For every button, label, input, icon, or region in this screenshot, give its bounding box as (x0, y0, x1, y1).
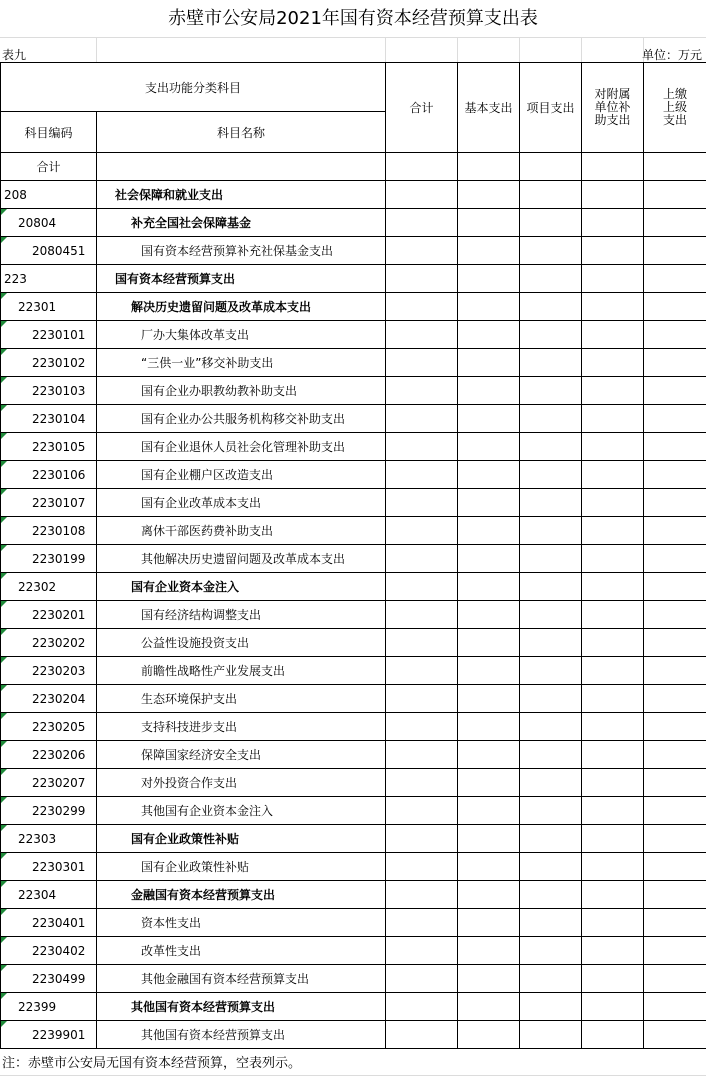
value-cell (644, 993, 706, 1021)
gridline (385, 38, 386, 62)
subject-name: 解决历史遗留问题及改革成本支出 (97, 293, 386, 321)
table-row (1, 517, 706, 545)
table-row (1, 293, 706, 321)
value-cell (386, 377, 458, 405)
subject-code: 22399 (1, 993, 97, 1021)
subject-code: 22304 (1, 881, 97, 909)
value-cell (458, 797, 520, 825)
subject-name: 其他国有资本经营预算支出 (97, 993, 386, 1021)
subject-code: 2230204 (1, 685, 97, 713)
value-cell (520, 349, 582, 377)
table-row (1, 657, 706, 685)
value-cell (644, 209, 706, 237)
value-cell (520, 853, 582, 881)
value-cell (458, 517, 520, 545)
value-cell (458, 713, 520, 741)
value-cell (458, 853, 520, 881)
value-cell (458, 545, 520, 573)
value-cell (520, 657, 582, 685)
value-cell (644, 685, 706, 713)
value-cell (644, 741, 706, 769)
table-number: 表九 (2, 48, 27, 62)
value-cell (644, 405, 706, 433)
value-cell (386, 853, 458, 881)
subject-code: 2230106 (1, 461, 97, 489)
subject-code: 2230402 (1, 937, 97, 965)
value-cell (520, 181, 582, 209)
value-cell (386, 153, 458, 181)
table-row (1, 181, 706, 209)
subject-code: 2230299 (1, 797, 97, 825)
value-cell (644, 1021, 706, 1049)
value-cell (458, 265, 520, 293)
subject-code: 2230101 (1, 321, 97, 349)
value-cell (386, 713, 458, 741)
budget-table (0, 62, 706, 1049)
value-cell (582, 797, 644, 825)
gridline (581, 38, 582, 62)
subject-name: 国有企业资本金注入 (97, 573, 386, 601)
table-row (1, 321, 706, 349)
footnote: 注：赤壁市公安局无国有资本经营预算，空表列示。 (2, 1056, 302, 1071)
value-cell (644, 321, 706, 349)
value-cell (644, 545, 706, 573)
value-cell (582, 209, 644, 237)
value-cell (386, 769, 458, 797)
table-row (1, 965, 706, 993)
subject-code: 2239901 (1, 1021, 97, 1049)
subject-name: 国有企业办公共服务机构移交补助支出 (97, 405, 386, 433)
subject-code: 2230102 (1, 349, 97, 377)
table-row (1, 797, 706, 825)
value-cell (386, 601, 458, 629)
value-cell (644, 881, 706, 909)
subject-code: 223 (1, 265, 97, 293)
header-project: 项目支出 (520, 63, 582, 153)
value-cell (582, 601, 644, 629)
subject-name: 国有经济结构调整支出 (97, 601, 386, 629)
subject-code: 208 (1, 181, 97, 209)
subject-code: 2230206 (1, 741, 97, 769)
subject-code: 22301 (1, 293, 97, 321)
value-cell (386, 545, 458, 573)
subject-code: 2230105 (1, 433, 97, 461)
value-cell (458, 321, 520, 349)
value-cell (582, 181, 644, 209)
subject-code: 2230205 (1, 713, 97, 741)
subject-name: 保障国家经济安全支出 (97, 741, 386, 769)
value-cell (386, 909, 458, 937)
value-cell (520, 965, 582, 993)
value-cell (386, 461, 458, 489)
subject-code: 20804 (1, 209, 97, 237)
total-name-cell (97, 153, 386, 181)
value-cell (520, 1021, 582, 1049)
subject-name: 国有企业退休人员社会化管理补助支出 (97, 433, 386, 461)
subject-code: 2230104 (1, 405, 97, 433)
value-cell (458, 349, 520, 377)
table-row (1, 685, 706, 713)
value-cell (582, 685, 644, 713)
value-cell (386, 209, 458, 237)
value-cell (458, 909, 520, 937)
table-row (1, 853, 706, 881)
value-cell (582, 265, 644, 293)
value-cell (644, 601, 706, 629)
value-cell (520, 321, 582, 349)
table-row (1, 237, 706, 265)
value-cell (520, 237, 582, 265)
value-cell (582, 237, 644, 265)
value-cell (458, 573, 520, 601)
value-cell (386, 629, 458, 657)
value-cell (458, 993, 520, 1021)
value-cell (582, 769, 644, 797)
value-cell (644, 937, 706, 965)
value-cell (520, 881, 582, 909)
value-cell (458, 769, 520, 797)
subject-code: 2230107 (1, 489, 97, 517)
subject-name: 社会保障和就业支出 (97, 181, 386, 209)
value-cell (644, 433, 706, 461)
subject-code: 2230199 (1, 545, 97, 573)
table-row (1, 265, 706, 293)
value-cell (582, 433, 644, 461)
table-row (1, 629, 706, 657)
subject-code: 2230108 (1, 517, 97, 545)
value-cell (386, 881, 458, 909)
value-cell (582, 881, 644, 909)
value-cell (520, 629, 582, 657)
gridline (96, 38, 97, 62)
subject-name: 国有企业政策性补贴 (97, 853, 386, 881)
value-cell (386, 573, 458, 601)
subject-name: “三供一业”移交补助支出 (97, 349, 386, 377)
value-cell (458, 293, 520, 321)
value-cell (644, 769, 706, 797)
subject-name: 公益性设施投资支出 (97, 629, 386, 657)
value-cell (520, 797, 582, 825)
subject-code: 2230401 (1, 909, 97, 937)
table-row (1, 713, 706, 741)
subject-name: 其他金融国有资本经营预算支出 (97, 965, 386, 993)
total-label: 合计 (1, 153, 97, 181)
subject-name: 国有企业办职教幼教补助支出 (97, 377, 386, 405)
value-cell (386, 993, 458, 1021)
subject-name: 生态环境保护支出 (97, 685, 386, 713)
value-cell (458, 461, 520, 489)
subject-name: 其他解决历史遗留问题及改革成本支出 (97, 545, 386, 573)
value-cell (386, 405, 458, 433)
value-cell (582, 909, 644, 937)
value-cell (520, 489, 582, 517)
subject-name: 补充全国社会保障基金 (97, 209, 386, 237)
value-cell (386, 657, 458, 685)
value-cell (520, 433, 582, 461)
value-cell (520, 993, 582, 1021)
subject-name: 前瞻性战略性产业发展支出 (97, 657, 386, 685)
subject-name: 离休干部医药费补助支出 (97, 517, 386, 545)
subject-code: 2230301 (1, 853, 97, 881)
table-row (1, 937, 706, 965)
table-row (1, 769, 706, 797)
value-cell (520, 545, 582, 573)
value-cell (644, 629, 706, 657)
total-row (1, 153, 706, 181)
value-cell (386, 1021, 458, 1049)
value-cell (644, 713, 706, 741)
subject-name: 对外投资合作支出 (97, 769, 386, 797)
table-row (1, 545, 706, 573)
table-row (1, 741, 706, 769)
subject-name: 厂办大集体改革支出 (97, 321, 386, 349)
value-cell (386, 825, 458, 853)
value-cell (458, 881, 520, 909)
value-cell (582, 965, 644, 993)
value-cell (644, 797, 706, 825)
value-cell (520, 685, 582, 713)
subject-name: 国有企业政策性补贴 (97, 825, 386, 853)
value-cell (520, 517, 582, 545)
subject-name: 其他国有企业资本金注入 (97, 797, 386, 825)
value-cell (520, 601, 582, 629)
value-cell (386, 349, 458, 377)
page-title: 赤壁市公安局2021年国有资本经营预算支出表 (168, 8, 538, 29)
subject-name: 国有资本经营预算支出 (97, 265, 386, 293)
value-cell (582, 517, 644, 545)
value-cell (458, 209, 520, 237)
table-row (1, 993, 706, 1021)
value-cell (458, 937, 520, 965)
header-subsidy (582, 63, 644, 153)
header-remit-text: 上缴上级支出 (663, 87, 688, 127)
value-cell (582, 713, 644, 741)
header-category: 支出功能分类科目 (1, 63, 386, 112)
subject-code: 2230202 (1, 629, 97, 657)
value-cell (582, 321, 644, 349)
value-cell (386, 237, 458, 265)
value-cell (386, 797, 458, 825)
value-cell (644, 377, 706, 405)
subject-code: 2230201 (1, 601, 97, 629)
value-cell (644, 153, 706, 181)
value-cell (520, 713, 582, 741)
value-cell (520, 209, 582, 237)
value-cell (582, 405, 644, 433)
subject-code: 2230103 (1, 377, 97, 405)
value-cell (582, 349, 644, 377)
table-row (1, 1021, 706, 1049)
value-cell (582, 377, 644, 405)
value-cell (582, 993, 644, 1021)
value-cell (644, 461, 706, 489)
gridline (519, 38, 520, 62)
value-cell (458, 377, 520, 405)
value-cell (386, 433, 458, 461)
header-remit (644, 63, 706, 153)
value-cell (644, 237, 706, 265)
value-cell (582, 853, 644, 881)
value-cell (386, 965, 458, 993)
value-cell (520, 909, 582, 937)
value-cell (520, 377, 582, 405)
value-cell (458, 741, 520, 769)
header-row (1, 63, 706, 112)
value-cell (458, 629, 520, 657)
value-cell (582, 937, 644, 965)
header-subsidy-text: 对附属单位补助支出 (594, 87, 631, 127)
value-cell (386, 489, 458, 517)
subject-name: 金融国有资本经营预算支出 (97, 881, 386, 909)
value-cell (582, 573, 644, 601)
subject-name: 支持科技进步支出 (97, 713, 386, 741)
subject-code: 2230499 (1, 965, 97, 993)
table-row (1, 209, 706, 237)
value-cell (644, 965, 706, 993)
value-cell (520, 825, 582, 853)
subject-name: 资本性支出 (97, 909, 386, 937)
value-cell (582, 461, 644, 489)
value-cell (520, 405, 582, 433)
value-cell (520, 461, 582, 489)
value-cell (582, 545, 644, 573)
value-cell (458, 685, 520, 713)
table-row (1, 433, 706, 461)
table-row (1, 909, 706, 937)
subject-code: 2080451 (1, 237, 97, 265)
subject-name: 改革性支出 (97, 937, 386, 965)
value-cell (458, 965, 520, 993)
value-cell (520, 937, 582, 965)
value-cell (582, 629, 644, 657)
table-row (1, 601, 706, 629)
value-cell (520, 741, 582, 769)
unit-label: 单位：万元 (641, 48, 702, 62)
value-cell (582, 153, 644, 181)
value-cell (520, 265, 582, 293)
subject-code: 2230203 (1, 657, 97, 685)
table-row (1, 881, 706, 909)
value-cell (644, 657, 706, 685)
table-row (1, 573, 706, 601)
value-cell (386, 741, 458, 769)
value-cell (458, 825, 520, 853)
value-cell (386, 293, 458, 321)
gridline (457, 38, 458, 62)
value-cell (386, 181, 458, 209)
header-code: 科目编码 (1, 112, 97, 153)
value-cell (520, 153, 582, 181)
value-cell (520, 573, 582, 601)
subject-name: 国有资本经营预算补充社保基金支出 (97, 237, 386, 265)
value-cell (458, 181, 520, 209)
value-cell (386, 321, 458, 349)
subject-name: 国有企业改革成本支出 (97, 489, 386, 517)
table-row (1, 349, 706, 377)
value-cell (458, 153, 520, 181)
value-cell (644, 909, 706, 937)
header-basic: 基本支出 (458, 63, 520, 153)
value-cell (458, 1021, 520, 1049)
subject-code: 2230207 (1, 769, 97, 797)
table-row (1, 377, 706, 405)
value-cell (644, 293, 706, 321)
header-name: 科目名称 (97, 112, 386, 153)
value-cell (582, 657, 644, 685)
value-cell (386, 265, 458, 293)
value-cell (458, 405, 520, 433)
value-cell (582, 825, 644, 853)
subject-name: 其他国有资本经营预算支出 (97, 1021, 386, 1049)
value-cell (644, 573, 706, 601)
value-cell (644, 517, 706, 545)
value-cell (386, 685, 458, 713)
value-cell (644, 825, 706, 853)
value-cell (644, 181, 706, 209)
value-cell (644, 489, 706, 517)
subject-code: 22303 (1, 825, 97, 853)
table-row (1, 405, 706, 433)
value-cell (644, 853, 706, 881)
table-row (1, 489, 706, 517)
value-cell (582, 489, 644, 517)
subject-name: 国有企业棚户区改造支出 (97, 461, 386, 489)
value-cell (644, 349, 706, 377)
value-cell (458, 657, 520, 685)
value-cell (458, 433, 520, 461)
value-cell (582, 293, 644, 321)
value-cell (458, 237, 520, 265)
value-cell (520, 293, 582, 321)
value-cell (582, 1021, 644, 1049)
value-cell (458, 601, 520, 629)
value-cell (520, 769, 582, 797)
table-row (1, 825, 706, 853)
value-cell (386, 937, 458, 965)
header-total: 合计 (386, 63, 458, 153)
value-cell (458, 489, 520, 517)
table-row (1, 461, 706, 489)
value-cell (386, 517, 458, 545)
value-cell (644, 265, 706, 293)
value-cell (582, 741, 644, 769)
subject-code: 22302 (1, 573, 97, 601)
